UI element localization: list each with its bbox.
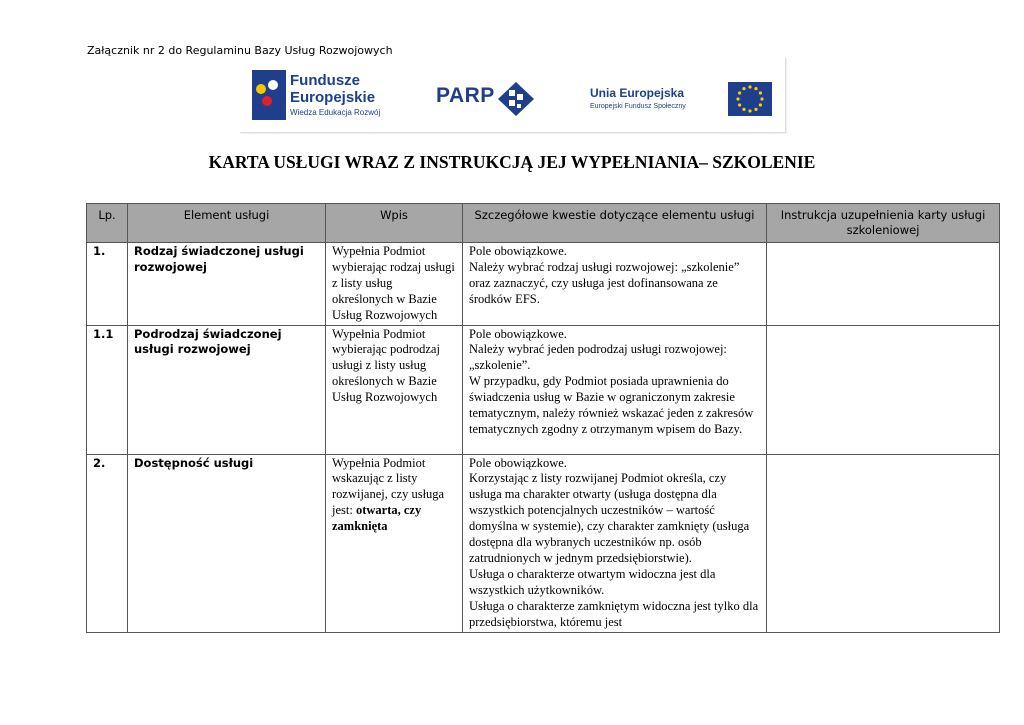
row-szczegoly: Pole obowiązkowe. Należy wybrać rodzaj usługi rozwojowej: „szkolenie” oraz zaznaczyć, czy usługa jest dofinansowana ze środków EFS. (463, 243, 767, 326)
table-row (87, 325, 1000, 454)
row-lp: 1.1 (87, 325, 128, 454)
header-element: Element usługi (128, 204, 326, 243)
row-szczegoly: Pole obowiązkowe. Należy wybrać jeden podrodzaj usługi rozwojowej: „szkolenie”. W przypadku, gdy Podmiot posiada uprawnienia do świadczenia usług w Bazie w ograniczonym zakresie tematycznym, należy również wskazać jeden z zakresów tematycznych zgodny z otrzymanym wpisem do Bazy. (463, 325, 767, 454)
row-wpis: Wypełnia Podmiot wskazując z listy rozwijanej, czy usługa jest: otwarta, czy zamknięta (326, 454, 463, 632)
fe-logo-line2: Europejskie (290, 89, 376, 106)
logo-bar (240, 58, 786, 133)
row-instrukcja (767, 243, 1000, 326)
parp-logo-text: PARP (436, 84, 495, 107)
row-instrukcja (767, 325, 1000, 454)
fe-logo-line1: Fundusze (290, 72, 360, 89)
fe-logo-line3: Wiedza Edukacja Rozwój (290, 108, 381, 117)
row-wpis: Wypełnia Podmiot wybierając podrodzaj usługi z listy usług określonych w Bazie Usług Rozwojowych (326, 325, 463, 454)
header-szczegoly: Szczegółowe kwestie dotyczące elementu usługi (463, 204, 767, 243)
header-lp: Lp. (87, 204, 128, 243)
service-card-table (86, 203, 1000, 633)
ue-logo-line1: Unia Europejska (590, 86, 685, 100)
header-wpis: Wpis (326, 204, 463, 243)
row-element: Dostępność usługi (128, 454, 326, 632)
row-lp: 1. (87, 243, 128, 326)
parp-mark-icon (498, 82, 534, 116)
table-header-row (87, 204, 1000, 243)
eu-flag-icon (728, 82, 772, 116)
row-szczegoly: Pole obowiązkowe. Korzystając z listy rozwijanej Podmiot określa, czy usługa ma charakter otwarty (usługa dostępna dla wszystkich potencjalnych uczestników – wartość domyślna w systemie), czy charakter zamknięty (usługa dostępna dla wybranych uczestników np. osób zatrudnionych w jednym przedsiębiorstwie). Usługa o charakterze otwartym widoczna jest dla wszystkich użytkowników. Usługa o charakterze zamkniętym widoczna jest tylko dla przedsiębiorstwa, któremu jest (463, 454, 767, 632)
document-title: KARTA USŁUGI WRAZ Z INSTRUKCJĄ JEJ WYPEŁNIANIA– SZKOLENIE (208, 152, 816, 172)
row-element: Podrodzaj świadczonej usługi rozwojowej (128, 325, 326, 454)
table-row (87, 454, 1000, 632)
fundusze-europejskie-logo (252, 70, 402, 122)
unia-europejska-logo (586, 80, 776, 116)
fe-flag-icon (252, 70, 286, 120)
row-instrukcja (767, 454, 1000, 632)
table-row (87, 243, 1000, 326)
row-lp: 2. (87, 454, 128, 632)
ue-logo-line2: Europejski Fundusz Społeczny (590, 103, 686, 110)
parp-logo (436, 82, 541, 116)
row-wpis: Wypełnia Podmiot wybierając rodzaj usługi z listy usług określonych w Bazie Usług Rozwojowych (326, 243, 463, 326)
row-element: Rodzaj świadczonej usługi rozwojowej (128, 243, 326, 326)
header-instrukcja: Instrukcja uzupełnienia karty usługi szkoleniowej (767, 204, 1000, 243)
header-note: Załącznik nr 2 do Regulaminu Bazy Usług Rozwojowych (87, 44, 393, 57)
